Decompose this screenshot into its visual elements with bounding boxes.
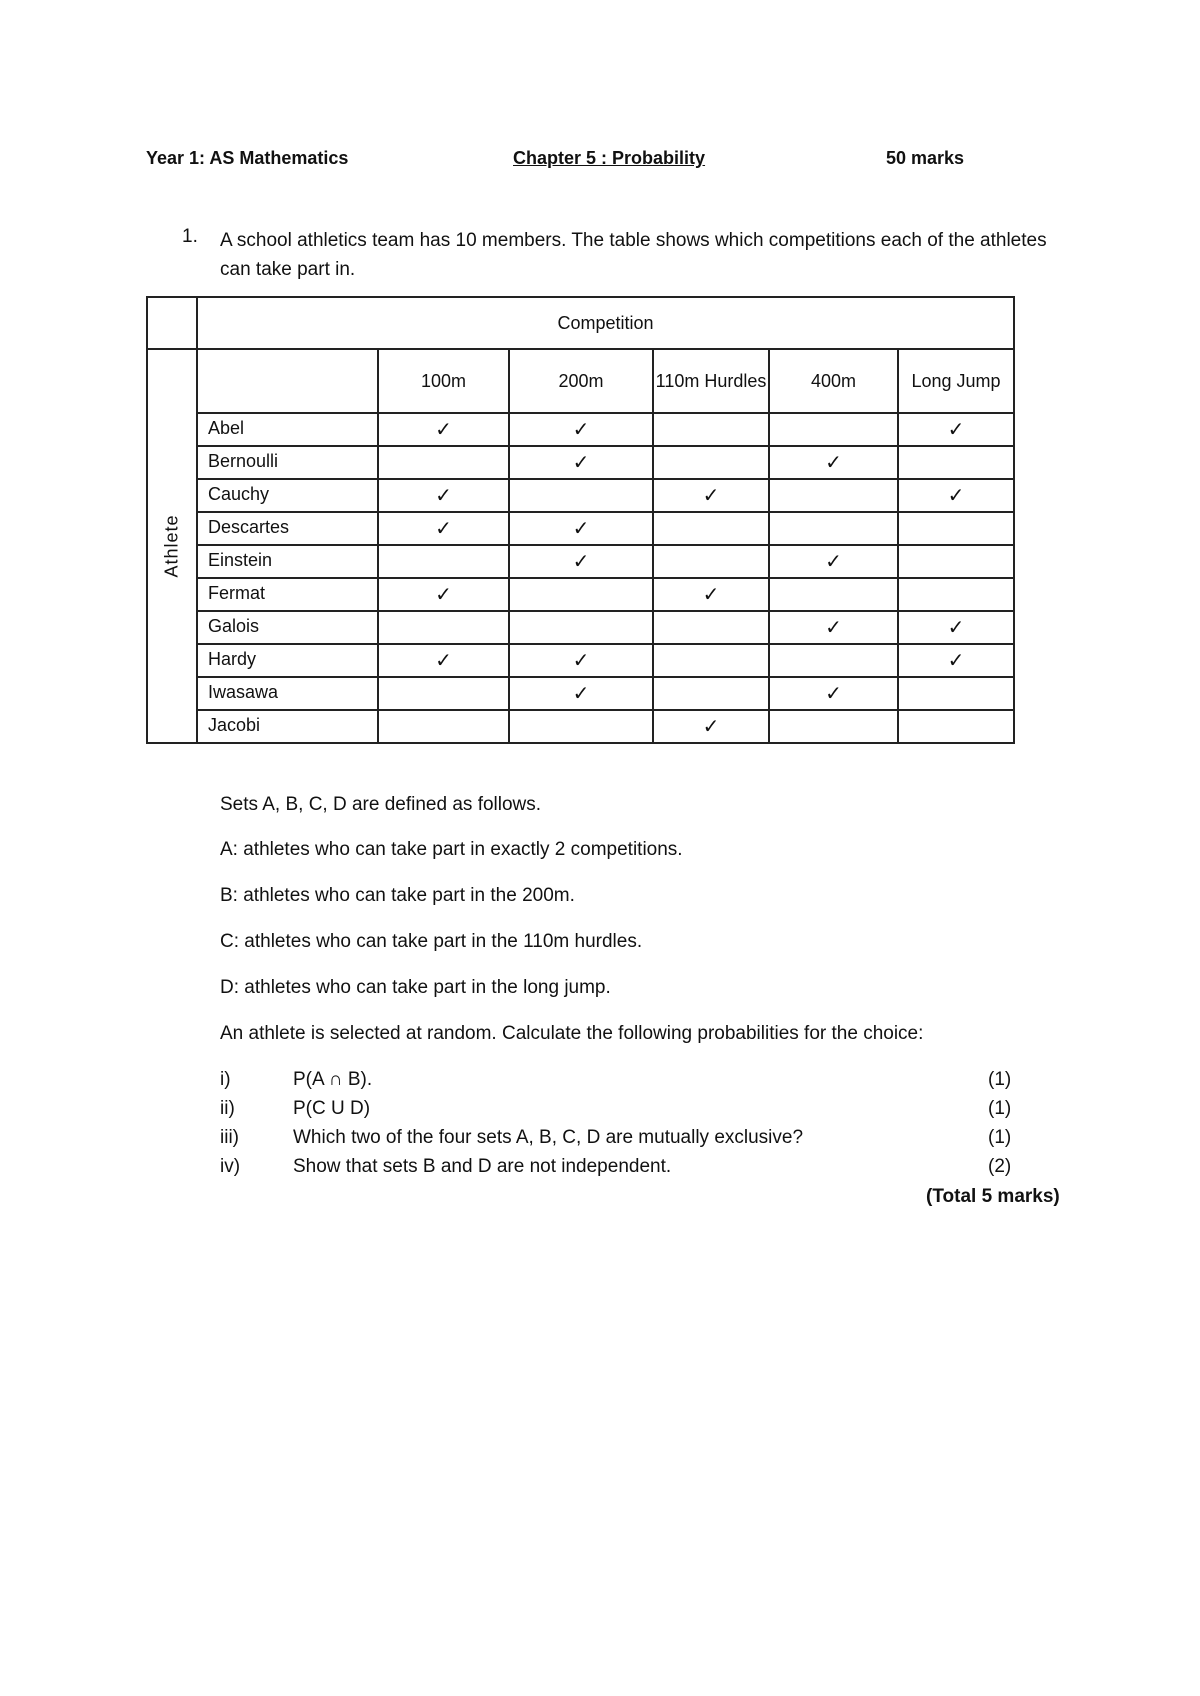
- athlete-name: Jacobi: [197, 710, 378, 743]
- tick-cell: [378, 644, 509, 677]
- tick-cell: [769, 710, 898, 743]
- table-row: [147, 413, 1014, 446]
- tick-cell: [653, 677, 769, 710]
- athlete-name: Cauchy: [197, 479, 378, 512]
- tick-cell: [653, 479, 769, 512]
- table-row: [147, 446, 1014, 479]
- tick-cell: [653, 578, 769, 611]
- check-icon: ✓: [572, 551, 590, 573]
- athlete-row-label-cell: [147, 349, 197, 743]
- empty-header-cell: [197, 349, 378, 413]
- tick-cell: [509, 710, 653, 743]
- tick-cell: [898, 512, 1014, 545]
- part-label: ii): [220, 1098, 235, 1119]
- part-marks: (1): [988, 1069, 1012, 1090]
- tick-cell: [769, 512, 898, 545]
- tick-cell: [898, 611, 1014, 644]
- check-icon: ✓: [825, 683, 842, 705]
- instruction-text: An athlete is selected at random. Calculate the following probabilities for the choice:: [220, 1023, 924, 1044]
- check-icon: ✓: [435, 584, 452, 606]
- competition-table: [146, 296, 1015, 744]
- question-total-marks: (Total 5 marks): [926, 1186, 1060, 1207]
- table-row: [147, 545, 1014, 578]
- tick-cell: [769, 611, 898, 644]
- set-a-definition: A: athletes who can take part in exactly 2 competitions.: [220, 839, 683, 860]
- tick-cell: [898, 545, 1014, 578]
- table-row: [147, 611, 1014, 644]
- column-header: Long Jump: [898, 349, 1014, 413]
- tick-cell: [898, 677, 1014, 710]
- tick-cell: [509, 611, 653, 644]
- tick-cell: [509, 512, 653, 545]
- tick-cell: [509, 545, 653, 578]
- part-marks: (1): [988, 1098, 1012, 1119]
- check-icon: ✓: [702, 584, 720, 606]
- part-marks: (2): [988, 1156, 1012, 1177]
- tick-cell: [769, 446, 898, 479]
- tick-cell: [653, 710, 769, 743]
- tick-cell: [653, 512, 769, 545]
- tick-cell: [378, 677, 509, 710]
- tick-cell: [653, 545, 769, 578]
- check-icon: ✓: [572, 650, 590, 672]
- tick-cell: [378, 578, 509, 611]
- athlete-name: Descartes: [197, 512, 378, 545]
- check-icon: ✓: [702, 485, 720, 507]
- tick-cell: [653, 644, 769, 677]
- part-question: Show that sets B and D are not independent.: [293, 1156, 672, 1177]
- check-icon: ✓: [435, 650, 452, 672]
- question-number: 1.: [182, 226, 198, 247]
- part-label: i): [220, 1069, 231, 1090]
- table-row: [147, 578, 1014, 611]
- tick-cell: [898, 446, 1014, 479]
- tick-cell: [509, 446, 653, 479]
- tick-cell: [378, 710, 509, 743]
- set-c-definition: C: athletes who can take part in the 110m hurdles.: [220, 931, 643, 952]
- tick-cell: [509, 677, 653, 710]
- table-row: [147, 479, 1014, 512]
- part-label: iii): [220, 1127, 239, 1148]
- part-marks: (1): [988, 1127, 1012, 1148]
- question-intro: A school athletics team has 10 members. The table shows which competitions each of the athletes can take part in.: [220, 230, 1047, 280]
- check-icon: ✓: [572, 419, 590, 441]
- tick-cell: [769, 413, 898, 446]
- tick-cell: [769, 545, 898, 578]
- tick-cell: [653, 611, 769, 644]
- part-question: P(C U D): [293, 1098, 371, 1119]
- check-icon: ✓: [825, 452, 842, 474]
- tick-cell: [898, 644, 1014, 677]
- athlete-name: Hardy: [197, 644, 378, 677]
- sets-intro: Sets A, B, C, D are defined as follows.: [220, 794, 542, 815]
- part-label: iv): [220, 1156, 241, 1177]
- tick-cell: [509, 413, 653, 446]
- column-header: 200m: [509, 349, 653, 413]
- athlete-name: Iwasawa: [197, 677, 378, 710]
- tick-cell: [769, 578, 898, 611]
- competition-header: Competition: [197, 297, 1014, 349]
- check-icon: ✓: [825, 551, 842, 573]
- table-row: [147, 677, 1014, 710]
- total-paper-marks: 50 marks: [886, 148, 965, 168]
- tick-cell: [378, 413, 509, 446]
- part-question: Which two of the four sets A, B, C, D are mutually exclusive?: [293, 1127, 804, 1148]
- column-header: 110m Hurdles: [653, 349, 769, 413]
- chapter-title: Chapter 5 : Probability: [513, 148, 706, 168]
- check-icon: ✓: [825, 617, 842, 639]
- check-icon: ✓: [947, 485, 965, 507]
- check-icon: ✓: [572, 518, 590, 540]
- tick-cell: [378, 479, 509, 512]
- tick-cell: [769, 479, 898, 512]
- tick-cell: [769, 677, 898, 710]
- check-icon: ✓: [435, 518, 452, 540]
- column-header: 100m: [378, 349, 509, 413]
- athlete-name: Fermat: [197, 578, 378, 611]
- column-header: 400m: [769, 349, 898, 413]
- tick-cell: [898, 710, 1014, 743]
- tick-cell: [509, 479, 653, 512]
- tick-cell: [378, 446, 509, 479]
- tick-cell: [898, 479, 1014, 512]
- course-title: Year 1: AS Mathematics: [146, 148, 349, 168]
- check-icon: ✓: [572, 452, 590, 474]
- athlete-row-label: Athlete: [161, 514, 182, 578]
- tick-cell: [653, 446, 769, 479]
- athlete-name: Abel: [197, 413, 378, 446]
- tick-cell: [769, 644, 898, 677]
- athlete-name: Galois: [197, 611, 378, 644]
- tick-cell: [378, 611, 509, 644]
- tick-cell: [378, 512, 509, 545]
- corner-cell: [147, 297, 197, 349]
- set-b-definition: B: athletes who can take part in the 200m.: [220, 885, 575, 906]
- check-icon: ✓: [435, 485, 452, 507]
- check-icon: ✓: [435, 419, 452, 441]
- tick-cell: [898, 413, 1014, 446]
- athlete-name: Bernoulli: [197, 446, 378, 479]
- tick-cell: [898, 578, 1014, 611]
- table-row: [147, 644, 1014, 677]
- check-icon: ✓: [572, 683, 590, 705]
- table-row: [147, 710, 1014, 743]
- check-icon: ✓: [947, 650, 965, 672]
- tick-cell: [509, 644, 653, 677]
- check-icon: ✓: [947, 419, 965, 441]
- tick-cell: [509, 578, 653, 611]
- table-row: [147, 512, 1014, 545]
- part-question: P(A ∩ B).: [293, 1069, 373, 1090]
- athlete-name: Einstein: [197, 545, 378, 578]
- check-icon: ✓: [947, 617, 965, 639]
- check-icon: ✓: [702, 716, 720, 738]
- tick-cell: [653, 413, 769, 446]
- tick-cell: [378, 545, 509, 578]
- set-d-definition: D: athletes who can take part in the long jump.: [220, 977, 611, 998]
